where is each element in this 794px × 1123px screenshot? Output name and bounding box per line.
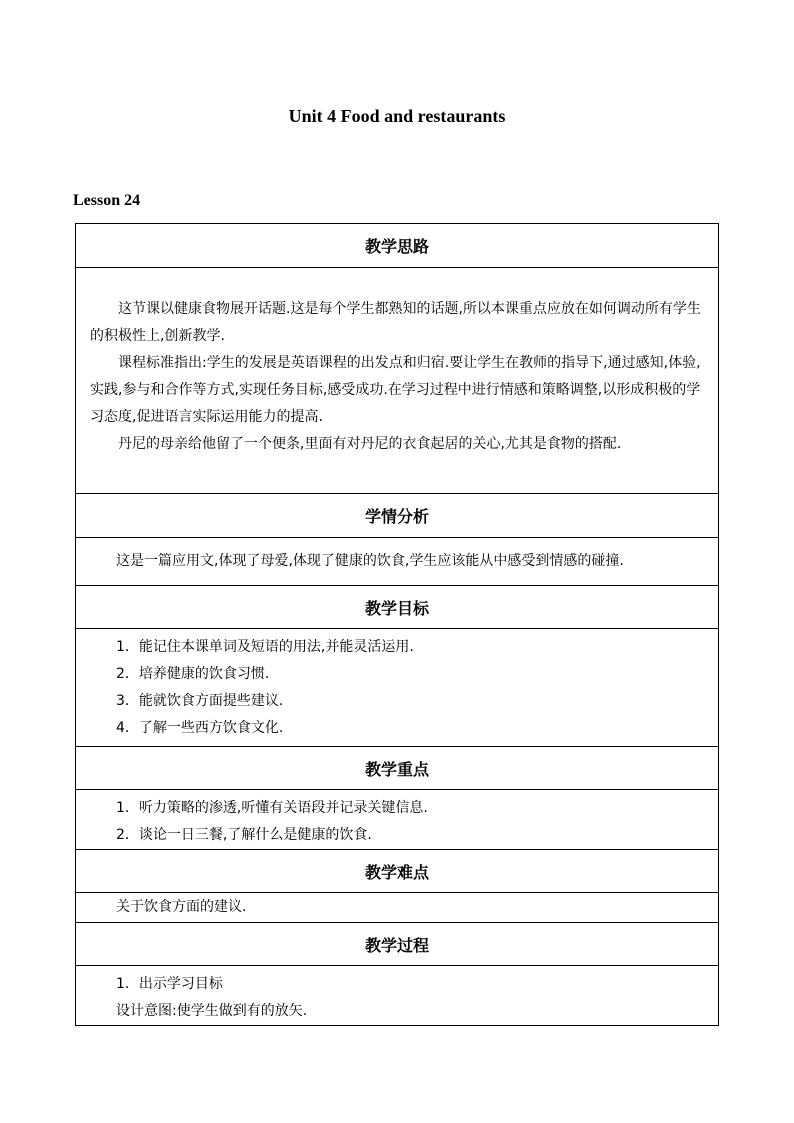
section-body-process	[76, 966, 719, 1026]
heading-thinking: 教学思路	[76, 224, 719, 268]
section-header-thinking	[76, 224, 719, 268]
objective-item: 2．培养健康的饮食习惯.	[116, 666, 270, 682]
difficulty-text: 关于饮食方面的建议.	[116, 899, 247, 915]
section-header-analysis	[76, 494, 719, 538]
section-body-thinking	[76, 268, 719, 494]
heading-keypoints: 教学重点	[76, 747, 719, 790]
lesson-plan-table	[75, 223, 719, 1026]
objective-item: 3．能就饮食方面提些建议.	[116, 693, 284, 709]
process-item: 设计意图:使学生做到有的放矢.	[116, 1003, 308, 1019]
objective-item: 1．能记住本课单词及短语的用法,并能灵活运用.	[116, 639, 414, 655]
section-header-difficulties	[76, 850, 719, 893]
analysis-text: 这是一篇应用文,体现了母爱,体现了健康的饮食,学生应该能从中感受到情感的碰撞.	[116, 553, 624, 569]
process-item: 1．出示学习目标	[116, 976, 223, 992]
lesson-label: Lesson 24	[73, 192, 141, 209]
section-header-keypoints	[76, 747, 719, 790]
keypoint-item: 2．谈论一日三餐,了解什么是健康的饮食.	[116, 827, 372, 843]
heading-difficulties: 教学难点	[76, 850, 719, 893]
heading-process: 教学过程	[76, 923, 719, 966]
thinking-paragraph: 丹尼的母亲给他留了一个便条,里面有对丹尼的衣食起居的关心,尤其是食物的搭配.	[118, 436, 622, 452]
objective-item: 4．了解一些西方饮食文化.	[116, 720, 284, 736]
thinking-paragraph: 这节课以健康食物展开话题.这是每个学生都熟知的话题,所以本课重点应放在如何调动所有学生的积极性上,创新教学.	[90, 301, 701, 344]
section-body-analysis	[76, 538, 719, 586]
section-header-objectives	[76, 586, 719, 629]
section-header-process	[76, 923, 719, 966]
thinking-paragraph: 课程标准指出:学生的发展是英语课程的出发点和归宿.要让学生在教师的指导下,通过感知,体验,实践,参与和合作等方式,实现任务目标,感受成功.在学习过程中进行情感和策略调整,以形成积极的学习态度,促进语言实际运用能力的提高.	[90, 355, 701, 425]
section-body-difficulties	[76, 893, 719, 923]
section-body-objectives	[76, 629, 719, 747]
keypoint-item: 1．听力策略的渗透,听懂有关语段并记录关键信息.	[116, 800, 428, 816]
heading-analysis: 学情分析	[76, 494, 719, 538]
heading-objectives: 教学目标	[76, 586, 719, 629]
document-title: Unit 4 Food and restaurants	[288, 106, 506, 126]
section-body-keypoints	[76, 790, 719, 850]
